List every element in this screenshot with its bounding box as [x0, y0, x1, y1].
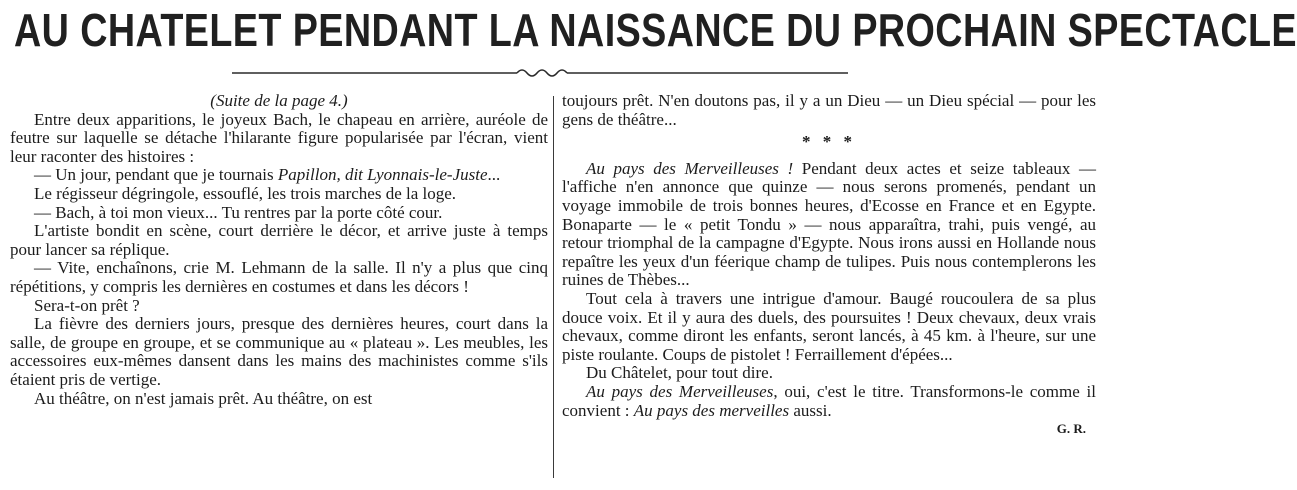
paragraph: L'artiste bondit en scène, court derrière le décor, et arrive juste à temps pour lancer sa réplique. [10, 221, 548, 259]
show-title: Au pays des Merveilleuses ! [586, 158, 794, 178]
signature: G. R. [1056, 421, 1086, 437]
text-run: Pendant deux actes et seize tableaux — l'affiche n'en annonce que quinze — nous serons promenés, pendant un voyage immobile de trois bonnes heures, d'Ecosse en France et en Egypte. Bonaparte — le « petit Tondu » — nous apparaîtra, trahi, puis vengé, au retour triomphal de la campagne d'Egypte. Nous irons aussi en Hollande nous repaître les yeux d'un féerique champ de tulipes. Puis nous contemplerons les ruines de Thèbes... [562, 158, 1096, 290]
paragraph: Tout cela à travers une intrigue d'amour. Baugé roucoulera de sa plus douce voix. Et il y aura des duels, des poursuites ! Deux chevaux, deux vrais chevaux, comme diront les enfants, seront lancés, à 45 km. à l'heure, sur une piste roulante. Coups de pistolet ! Ferraillement d'épées... [562, 288, 1096, 364]
paragraph: Du Châtelet, pour tout dire. [586, 363, 773, 383]
paragraph: La fièvre des derniers jours, presque des dernières heures, court dans la salle, de groupe en groupe, et se communique au « plateau ». Les meubles, les accessoires eux-mêmes dansent dans les mains des machinistes comme s'ils étaient pris de vertige. [10, 314, 548, 389]
text-run: — Un jour, pendant que je tournais [34, 165, 278, 185]
column-rule [553, 96, 554, 478]
section-stars: * * * [802, 132, 856, 152]
paragraph: — Vite, enchaînons, crie M. Lehmann de la salle. Il n'y a plus que cinq répétitions, y compris les dernières en costumes et dans les décors ! [10, 258, 548, 296]
continuation-note: (Suite de la page 4.) [210, 91, 348, 110]
show-title-alt: Au pays des merveilles [633, 400, 790, 420]
paragraph: Entre deux apparitions, le joyeux Bach, le chapeau en arrière, auréole de feutre sur laquelle se détache l'hilarante figure popularisée par l'écran, vient leur raconter des histoires : [10, 109, 548, 166]
text-run: aussi. [789, 400, 832, 420]
paragraph [562, 160, 1096, 290]
paragraph: Sera-t-on prêt ? [34, 295, 140, 315]
show-title: Au pays des Merveilleuses [586, 381, 774, 401]
paragraph: toujours prêt. N'en doutons pas, il y a un Dieu — un Dieu spécial — pour les gens de théâtre... [562, 91, 1096, 129]
left-column [10, 92, 548, 408]
paragraph: — Bach, à toi mon vieux... Tu rentres par la porte côté cour. [34, 202, 443, 222]
paragraph [562, 383, 1096, 420]
work-title: Papillon, dit Lyonnais-le-Juste [277, 165, 488, 185]
text-run: ... [487, 165, 501, 185]
paragraph: Le régisseur dégringole, essouflé, les trois marches de la loge. [34, 183, 457, 203]
right-column [562, 92, 1096, 439]
paragraph: Au théâtre, on n'est jamais prêt. Au théâtre, on est [34, 388, 373, 408]
paragraph [10, 166, 548, 185]
text-run: , oui, c'est le titre. Transformons-le comme il convient : [562, 381, 1096, 420]
headline: AU CHATELET PENDANT LA NAISSANCE DU PROCHAIN SPECTACLE [14, 4, 1297, 56]
ornamental-divider [232, 66, 848, 80]
